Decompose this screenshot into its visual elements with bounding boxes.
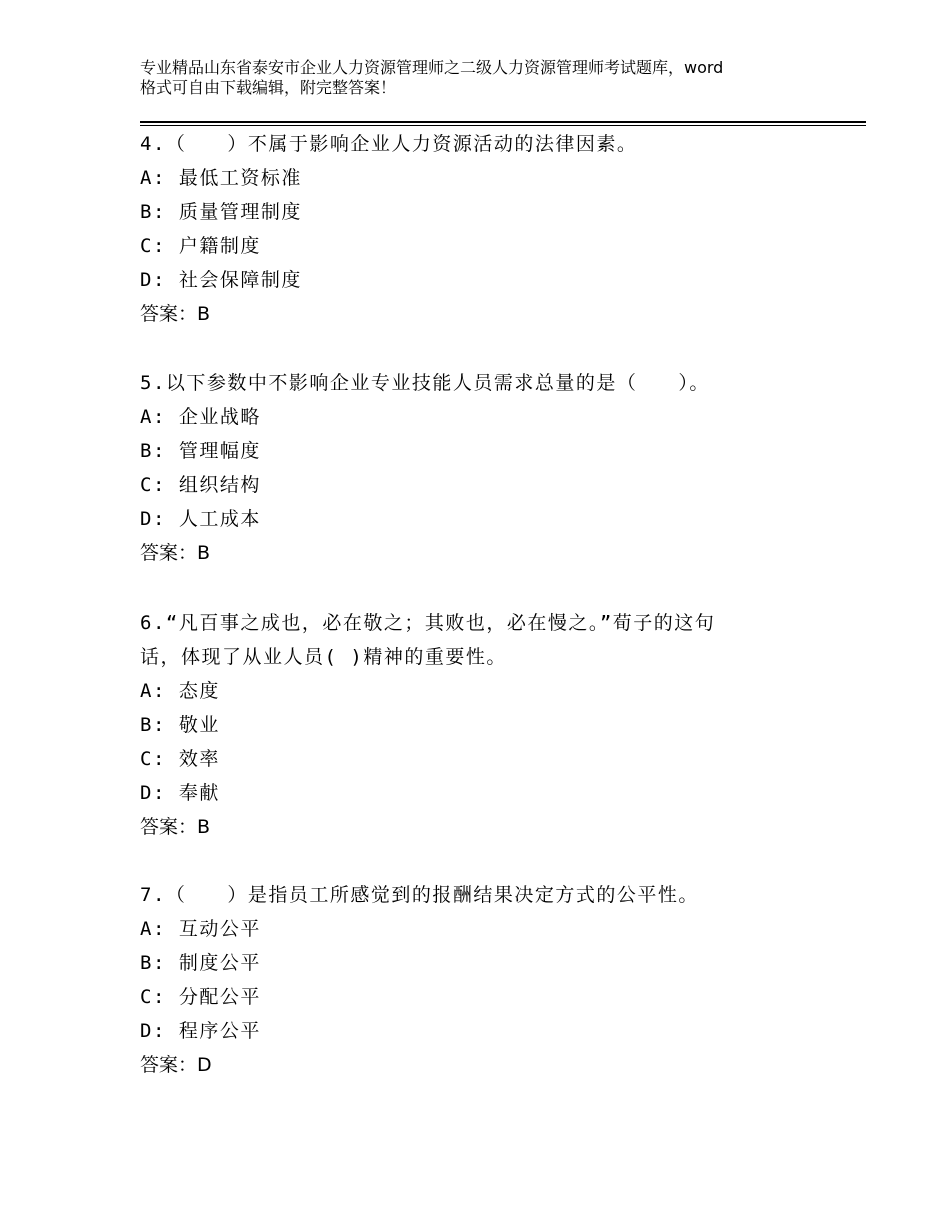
option-b: B: 敬业	[140, 714, 220, 736]
question-4	[140, 127, 840, 331]
option-a: A: 互动公平	[140, 918, 261, 940]
question-text: 5.以下参数中不影响企业专业技能人员需求总量的是（ ）。	[140, 372, 710, 394]
question-5	[140, 366, 840, 570]
header-divider-thick	[140, 121, 866, 123]
question-6	[140, 606, 840, 844]
option-d: D: 人工成本	[140, 508, 261, 530]
option-c: C: 分配公平	[140, 986, 261, 1008]
question-text: 7.（ ）是指员工所感觉到的报酬结果决定方式的公平性。	[140, 884, 699, 906]
option-c: C: 效率	[140, 748, 220, 770]
option-d: D: 社会保障制度	[140, 269, 302, 291]
header-divider-thin	[140, 125, 866, 126]
option-d: D: 奉献	[140, 782, 220, 804]
option-b: B: 质量管理制度	[140, 201, 302, 223]
question-text: 4.（ ）不属于影响企业人力资源活动的法律因素。	[140, 133, 638, 155]
question-text-line-2: 话，体现了从业人员( )精神的重要性。	[140, 646, 507, 668]
option-c: C: 户籍制度	[140, 235, 261, 257]
option-b: B: 制度公平	[140, 952, 261, 974]
option-a: A: 企业战略	[140, 406, 261, 428]
question-7	[140, 878, 840, 1082]
answer: 答案：B	[140, 816, 211, 838]
option-a: A: 态度	[140, 680, 220, 702]
header-line-1: 专业精品山东省泰安市企业人力资源管理师之二级人力资源管理师考试题库，word	[140, 58, 724, 77]
option-b: B: 管理幅度	[140, 440, 261, 462]
option-d: D: 程序公平	[140, 1020, 261, 1042]
option-c: C: 组织结构	[140, 474, 261, 496]
answer: 答案：B	[140, 303, 211, 325]
header-line-2: 格式可自由下载编辑，附完整答案！	[140, 78, 397, 97]
answer: 答案：D	[140, 1054, 212, 1076]
question-text-line-1: 6.“凡百事之成也，必在敬之；其败也，必在慢之。”荀子的这句	[140, 612, 716, 634]
answer: 答案：B	[140, 542, 211, 564]
option-a: A: 最低工资标准	[140, 167, 302, 189]
document-header	[140, 58, 840, 98]
